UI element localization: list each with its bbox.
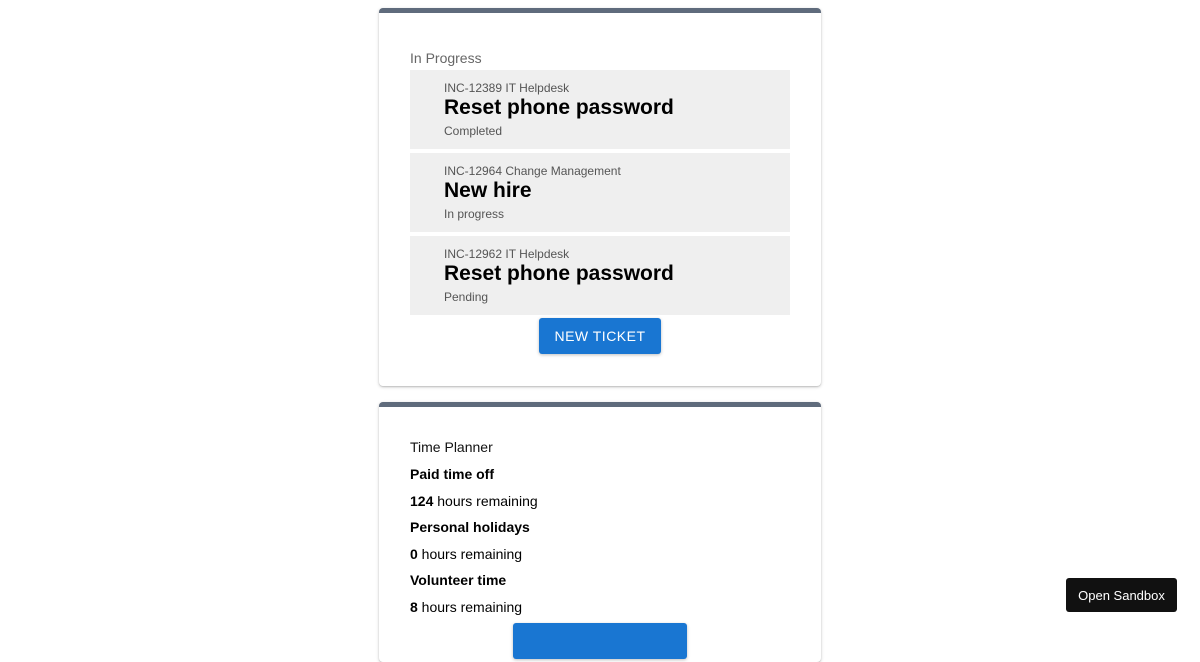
hours-number: 124 [410,493,434,509]
time-planner-card [379,402,821,662]
time-planner-title: Time Planner [410,439,493,455]
time-balance-value [410,545,790,571]
ticket-title: Reset phone password [444,262,674,285]
open-sandbox-button[interactable]: Open Sandbox [1066,578,1177,612]
time-balance-item [410,571,790,624]
time-balance-item [410,465,790,518]
hours-unit: hours remaining [433,493,538,509]
time-planner-action-button[interactable] [513,623,687,659]
ticket-list [410,70,790,319]
ticket-status: In progress [444,207,505,221]
ticket-meta: INC-12389 IT Helpdesk [444,81,570,95]
hours-unit: hours remaining [417,546,523,562]
ticket-title: Reset phone password [444,96,674,119]
ticket-title: New hire [444,179,532,202]
hours-unit: hours remaining [417,599,523,615]
ticket-item[interactable] [410,153,790,232]
time-balance-value [410,598,790,624]
tickets-section-title: In Progress [410,50,482,66]
ticket-item[interactable] [410,70,790,149]
hours-number: 8 [410,599,418,615]
tickets-card [379,8,821,386]
ticket-meta: INC-12962 IT Helpdesk [444,247,570,261]
hours-number: 0 [410,546,418,562]
time-balance-label: Volunteer time [410,572,507,588]
ticket-status: Completed [444,124,503,138]
time-balance-label: Personal holidays [410,519,530,535]
ticket-status: Pending [444,290,489,304]
time-balance-list [410,465,790,624]
time-balance-value [410,492,790,518]
ticket-item[interactable] [410,236,790,315]
new-ticket-button[interactable]: NEW TICKET [539,318,661,354]
time-balance-item [410,518,790,571]
time-balance-label: Paid time off [410,466,495,482]
ticket-meta: INC-12964 Change Management [444,164,621,178]
